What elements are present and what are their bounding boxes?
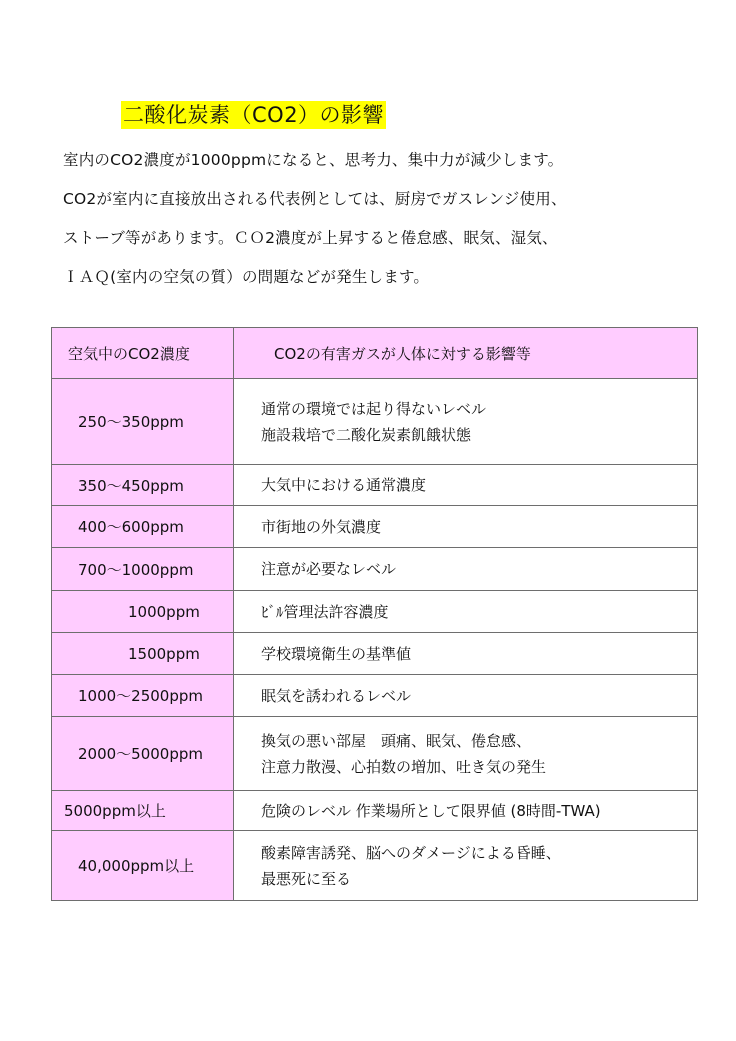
table-header-row bbox=[52, 328, 698, 379]
table-row bbox=[52, 548, 698, 591]
intro-line: CO2が室内に直接放出される代表例としては、厨房でガスレンジ使用、 bbox=[63, 190, 567, 208]
table-row bbox=[52, 379, 698, 465]
effect-cell bbox=[234, 717, 698, 791]
effect-cell bbox=[234, 548, 698, 591]
table-row bbox=[52, 465, 698, 506]
table-row bbox=[52, 591, 698, 633]
table-row bbox=[52, 633, 698, 675]
document-title: 二酸化炭素（CO2）の影響 bbox=[123, 103, 385, 127]
concentration-cell: 250～350ppm bbox=[52, 379, 234, 465]
intro-paragraph bbox=[63, 147, 703, 303]
concentration-cell: 700～1000ppm bbox=[52, 548, 234, 591]
concentration-cell: 40,000ppm以上 bbox=[52, 831, 234, 901]
effect-line: 注意力散漫、心拍数の増加、吐き気の発生 bbox=[261, 757, 547, 776]
co2-effects-table bbox=[51, 327, 698, 901]
effect-cell bbox=[234, 465, 698, 506]
table-row bbox=[52, 831, 698, 901]
effect-line: 市街地の外気濃度 bbox=[261, 517, 382, 536]
effect-cell bbox=[234, 791, 698, 831]
table-row bbox=[52, 791, 698, 831]
header-effect: CO2の有害ガスが人体に対する影響等 bbox=[234, 328, 698, 379]
table-row bbox=[52, 506, 698, 548]
header-concentration: 空気中のCO2濃度 bbox=[52, 328, 234, 379]
table-row bbox=[52, 717, 698, 791]
effect-line: 酸素障害誘発、脳へのダメージによる昏睡、 bbox=[261, 843, 561, 862]
effect-line: 眠気を誘われるレベル bbox=[261, 686, 412, 705]
concentration-cell: 1000ppm bbox=[52, 591, 234, 633]
concentration-cell: 5000ppm以上 bbox=[52, 791, 234, 831]
effect-line: ﾋﾞﾙ管理法許容濃度 bbox=[261, 602, 389, 621]
effect-line: 注意が必要なレベル bbox=[261, 560, 397, 578]
table-row bbox=[52, 675, 698, 717]
effect-cell bbox=[234, 675, 698, 717]
effect-line: 学校環境衛生の基準値 bbox=[261, 644, 412, 663]
effect-line: 換気の悪い部屋 頭痛、眠気、倦怠感、 bbox=[261, 731, 532, 750]
effect-line: 通常の環境では起り得ないレベル bbox=[261, 399, 487, 418]
effect-cell bbox=[234, 831, 698, 901]
effect-cell bbox=[234, 506, 698, 548]
intro-line: ＩＡＱ(室内の空気の質）の問題などが発生します。 bbox=[63, 268, 430, 286]
intro-line: ストーブ等があります。ＣＯ2濃度が上昇すると倦怠感、眠気、湿気、 bbox=[63, 229, 558, 247]
effect-line: 最悪死に至る bbox=[261, 869, 352, 888]
effect-line: 大気中における通常濃度 bbox=[261, 476, 427, 494]
concentration-cell: 400～600ppm bbox=[52, 506, 234, 548]
concentration-cell: 2000～5000ppm bbox=[52, 717, 234, 791]
effect-cell bbox=[234, 633, 698, 675]
co2-effects-table-container bbox=[51, 327, 697, 901]
effect-cell bbox=[234, 591, 698, 633]
concentration-cell: 1500ppm bbox=[52, 633, 234, 675]
effect-cell bbox=[234, 379, 698, 465]
concentration-cell: 1000～2500ppm bbox=[52, 675, 234, 717]
effect-line: 危険のレベル 作業場所として限界値 (8時間-TWA) bbox=[261, 801, 601, 820]
intro-line: 室内のCO2濃度が1000ppmになると、思考力、集中力が減少します。 bbox=[63, 151, 564, 169]
concentration-cell: 350～450ppm bbox=[52, 465, 234, 506]
effect-line: 施設栽培で二酸化炭素飢餓状態 bbox=[261, 425, 472, 444]
